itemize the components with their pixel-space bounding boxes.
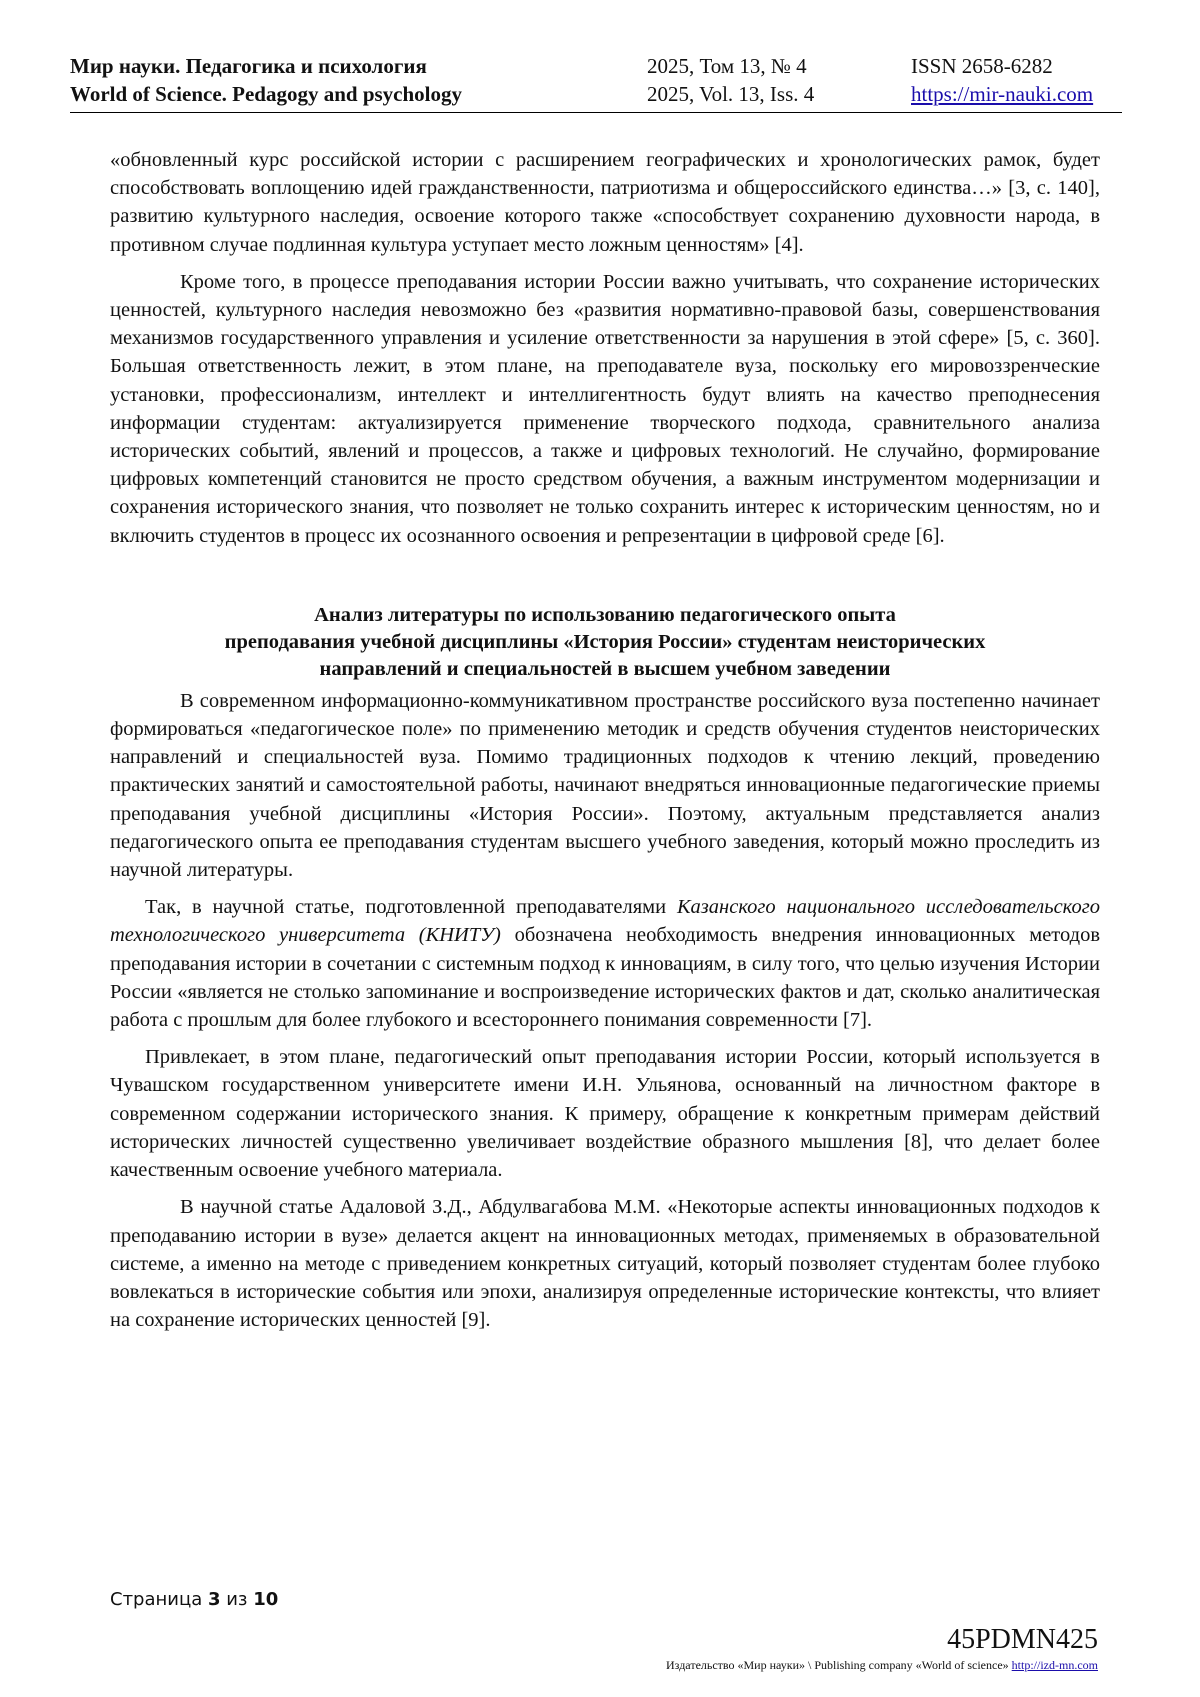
journal-url-link[interactable]: https://mir-nauki.com [911,82,1094,106]
page-prefix: Страница [110,1589,208,1610]
page-mid: из [220,1589,254,1610]
header-row-en [70,80,1122,108]
journal-url-cell [911,80,1093,108]
publisher-text: Издательство «Мир науки» \ Publishing company «World of science» [666,1658,1012,1672]
section-heading-line: Анализ литературы по использованию педагогического опыта [314,603,896,626]
publisher-line [666,1658,1098,1673]
page-number [110,1589,278,1610]
section-heading-line: преподавания учебной дисциплины «История России» студентам неисторических [224,630,986,653]
issue-en: 2025, Vol. 13, Iss. 4 [647,82,815,106]
article-body [110,146,1100,1343]
paragraph-text: обозначена необходимость внедрения инновационных методов преподавания истории в сочетании с системным подход к инновациям, в силу того, что целью изучения Истории России «является не столько запоминание и воспроизведение исторических фактов и дат, сколько аналитическая работа с прошлым для более глубокого и всестороннего понимания современности [7]. [110,924,1100,1032]
publisher-link[interactable]: http://izd-mn.com [1011,1658,1098,1672]
paragraph-continuation: «обновленный курс российской истории с расширением географических и хронологических рамок, будет способствовать воплощению идей гражданственности, патриотизма и общероссийского единства…» [3, с. 140], развитию культурного наследия, освоение которого также «способствует сохранению духовности народа, в противном случае подлинная культура уступает место ложным ценностям» [4]. [110,149,1100,256]
paragraph [110,893,1100,1034]
section-heading-line: направлений и специальностей в высшем учебном заведении [319,657,891,680]
section-heading [110,602,1100,683]
issn: ISSN 2658-6282 [911,54,1053,78]
page-current: 3 [207,1589,221,1610]
paragraph-text: Так, в научной статье, подготовленной преподавателями [145,896,677,919]
university-name-italic: Казанского национального исследовательского технологического университета (КНИТУ) [110,896,1100,947]
journal-title-en: World of Science. Pedagogy and psychology [70,82,463,106]
page-total: 10 [253,1589,279,1610]
paragraph: Кроме того, в процессе преподавания истории России важно учитывать, что сохранение исторических ценностей, культурного наследия невозможно без «развития нормативно-правовой базы, совершенствования механизмов государственного управления и усиление ответственности за нарушения в этой сфере» [5, с. 360]. Большая ответственность лежит, в этом плане, на преподавателе вуза, поскольку его мировоззренческие установки, профессионализм, интеллект и интеллигентность будут влиять на качество преподнесения информации студентам: актуализируется применение творческого подхода, сравнительного анализа исторических событий, явлений и процессов, а также и цифровых технологий. Не случайно, формирование цифровых компетенций становится не просто средством обучения, а важным инструментом модернизации и сохранения исторического знания, что позволяет не только сохранить интерес к историческим ценностям, но и включить студентов в процесс их осознанного освоения и репрезентации в цифровой среде [6]. [110,270,1100,547]
paragraph: В научной статье Адаловой З.Д., Абдулвагабова М.М. «Некоторые аспекты инновационных подходов к преподаванию истории в вузе» делается акцент на инновационных методах, применяемых в образовательной системе, а именно на методе с приведением конкретных ситуаций, который позволяет студентам более глубоко вовлекаться в исторические события или эпохи, анализируя определенные исторические контексты, что влияет на сохранение исторических ценностей [9]. [110,1196,1100,1332]
article-code: 45PDMN425 [947,1624,1098,1655]
journal-header [70,52,1122,113]
paragraph: В современном информационно-коммуникативном пространстве российского вуза постепенно начинает формироваться «педагогическое поле» по применению методик и средств обучения студентов неисторических направлений и специальностей вуза. Помимо традиционных подходов к чтению лекций, проведению практических занятий и самостоятельной работы, начинают внедряться инновационные педагогические приемы преподавания учебной дисциплины «История России». Поэтому, актуальным представляется анализ педагогического опыта ее преподавания студентам высшего учебного заведения, который можно проследить из научной литературы. [110,689,1100,882]
journal-title-ru: Мир науки. Педагогика и психология [70,54,427,78]
issue-ru: 2025, Том 13, № 4 [647,54,807,78]
header-row-ru [70,52,1122,80]
paragraph: Привлекает, в этом плане, педагогический опыт преподавания истории России, который используется в Чувашском государственном университете имени И.Н. Ульянова, основанный на личностном факторе в современном содержании исторического знания. К примеру, обращение к конкретным примерам действий исторических личностей существенно увеличивает воздействие образного мышления [8], что делает более качественным освоение учебного материала. [110,1046,1100,1182]
